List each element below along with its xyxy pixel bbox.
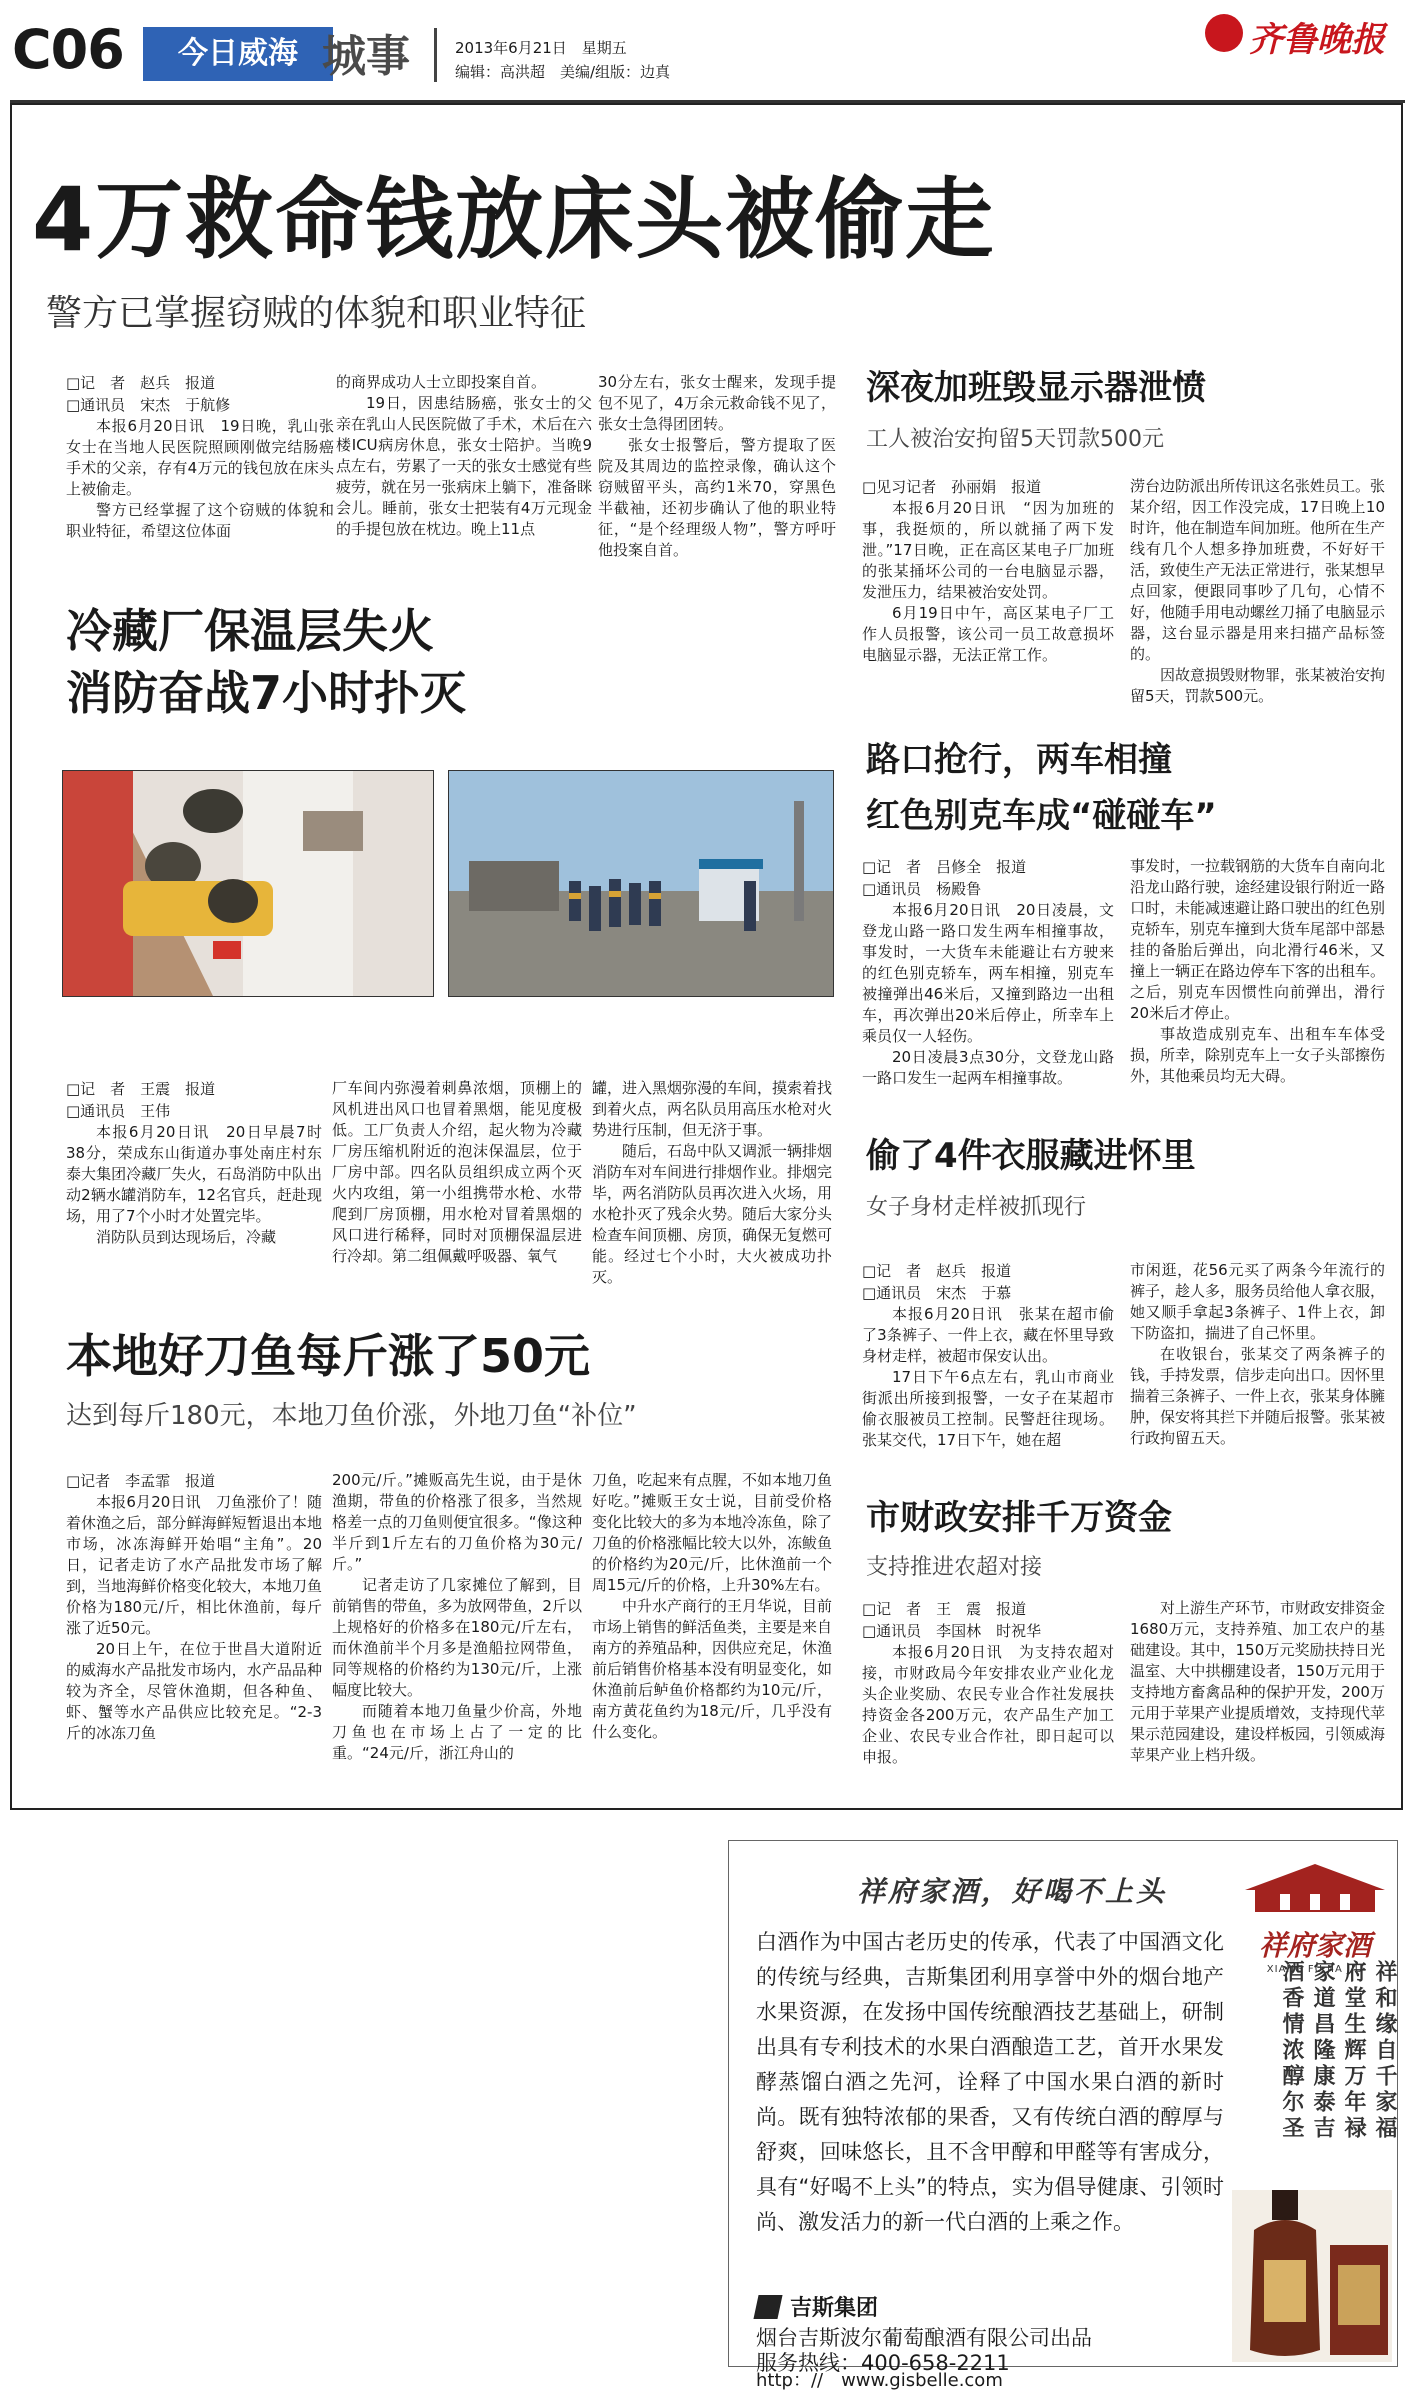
editor-credits: 编辑：高洪超 美编/组版：边真: [455, 63, 671, 81]
poem-column: 府堂生辉万年禄: [1341, 1960, 1367, 2142]
lead-column-3: [598, 372, 836, 561]
paragraph: 19日，因患结肠癌，张女士的父亲在乳山人民医院做了手术，术后在六楼ICU病房休息，张女士陪护。当晚9点左右，劳累了一天的张女士感觉有些疲劳，就在另一张病床上躺下，准备眯会儿。睡前，张女士把装有4万元现金的手提包放在枕边。晚上11点: [336, 394, 592, 538]
rooftop-firefighters-image: [63, 771, 433, 996]
paragraph: 本报6月20日讯 20日早晨7时38分，荣成东山街道办事处南庄村东泰大集团冷藏厂失火，石岛消防中队出动2辆水罐消防车，12名官兵，赶赴现场，用了7个小时才处置完毕。: [66, 1123, 322, 1225]
logo-mark-icon: [1205, 14, 1243, 52]
clothes-headline: 偷了4件衣服藏进怀里: [866, 1136, 1196, 1176]
paragraph: 记者走访了几家摊位了解到，目前销售的带鱼，多为放网带鱼，2斤以上规格好的价格多在180元/斤左右，而休渔前半个月多是渔船拉网带鱼，同等规格的价格约为130元/斤，上涨幅度比较大。: [332, 1576, 582, 1699]
category-label: 城事: [322, 31, 410, 82]
paragraph: 的商界成功人士立即投案自首。: [336, 373, 547, 391]
newspaper-name: 齐鲁晚报: [1249, 20, 1385, 60]
ad-body: 白酒作为中国古老历史的传承，代表了中国酒文化的传统与经典，吉斯集团利用享誉中外的烟台地产水果资源，在发扬中国传统酿酒技艺基础上，研制出具有专利技术的水果白酒酿造工艺，首开水果发酵蒸馏白酒之先河，诠释了中国水果白酒的新时尚。既有独特浓郁的果香，又有传统白酒的醇厚与舒爽，回味悠长，且不含甲醇和甲醛等有害成分，具有“好喝不上头”的特点，实为倡导健康、引领时尚、激发活力的新一代白酒的上乘之作。: [756, 1930, 1224, 2234]
daoyu-column-2: [332, 1470, 582, 1764]
fund-column-1: [862, 1598, 1114, 1768]
paragraph: 警方已经掌握了这个窃贼的体貌和职业特征，希望这位体面: [66, 501, 334, 540]
byline-correspondent: □通讯员 宋杰 于航修: [66, 396, 231, 414]
lead-column-1: [66, 372, 334, 542]
paragraph: 刀鱼，吃起来有点腥，不如本地刀鱼好吃。”摊贩王女士说，目前受价格变化比较大的多为本地冷冻鱼，除了刀鱼的价格涨幅比较大以外，冻鲅鱼的价格约为20元/斤，比休渔前一个周15元/斤的价格，上升30%左右。: [592, 1471, 833, 1594]
clothes-column-1: [862, 1260, 1114, 1451]
daoyu-headline: 本地好刀鱼每斤涨了50元: [66, 1329, 591, 1383]
byline-correspondent: □通讯员 李国林 时祝华: [862, 1622, 1042, 1640]
paragraph: 事发时，一拉载钢筋的大货车自南向北沿龙山路行驶，途经建设银行附近一路口时，未能减速避让路口驶出的红色别克轿车，别克车撞到大货车尾部中部悬挂的备胎后弹出，向北滑行46米，又撞上一辆正在路边停车下客的出租车。之后，别克车因惯性向前弹出，滑行20米后才停止。: [1130, 857, 1386, 1022]
paragraph: 30分左右，张女士醒来，发现手提包不见了，4万余元救命钱不见了，张女士急得团团转。: [598, 373, 836, 433]
paragraph: 对上游生产环节，市财政安排资金1680万元，支持养殖、加工农户的基础建设。其中，150万元奖励扶持日光温室、大中拱棚建设者，150万元用于支持地方畜禽品种的保护开发，200万元用于苹果产业提质增效，支持现代苹果示范园建设，建设样板园，引领威海苹果产业上档升级。: [1130, 1599, 1386, 1764]
paragraph: 张女士报警后，警方提取了医院及其周边的监控录像，确认这个窃贼留平头，高约1米70，穿黑色半截袖，还初步确认了他的职业特征，“是个经理级人物”，警方呼吁他投案自首。: [598, 436, 836, 559]
paragraph: 随后，石岛中队又调派一辆排烟消防车对车间进行排烟作业。排烟完毕，两名消防队员再次进入火场，用水枪扑灭了残余火势。随后大家分头检查车间顶棚、房顶，确保无复燃可能。经过七个小时，大火被成功扑灭。: [592, 1142, 833, 1286]
crash-headline-line2: 红色别克车成“碰碰车”: [866, 796, 1217, 836]
fund-subheadline: 支持推进农超对接: [866, 1555, 1043, 1580]
brand-emblem-icon: [1240, 1860, 1390, 1920]
poem-column: 酒香情浓醇尔圣: [1279, 1960, 1305, 2142]
paragraph: 罐，进入黑烟弥漫的车间，摸索着找到着火点，两名队员用高压水枪对火势进行压制，但无济于事。: [592, 1079, 833, 1139]
fire-column-1: [66, 1078, 322, 1248]
daoyu-subheadline: 达到每斤180元，本地刀鱼价涨，外地刀鱼“补位”: [66, 1401, 637, 1431]
header-meta: [455, 36, 670, 84]
ad-brand-block: [1240, 1860, 1390, 1975]
paragraph: 涝台边防派出所传讯这名张姓员工。张某介绍，因工作没完成，17日晚上10时许，他在制造车间加班。他所在生产线有几个人想多挣加班费，不好好干活，致使生产无法正常进行，张某想早点回家，便跟同事吵了几句，心情不好，他随手用电动螺丝刀捅了电脑显示器，这台显示器是用来扫描产品标签的。: [1130, 477, 1386, 663]
paragraph: 200元/斤。”摊贩高先生说，由于是休渔期，带鱼的价格涨了很多，当然规格差一点的刀鱼则便宜很多。“像这种半斤到1斤左右的刀鱼价格为30元/斤。”: [332, 1471, 582, 1573]
issue-date: 2013年6月21日 星期五: [455, 39, 627, 57]
fund-column-2: [1130, 1598, 1385, 1766]
paragraph: 本报6月20日讯 19日晚，乳山张女士在当地人民医院照顾刚做完结肠癌手术的父亲，存有4万元的钱包放在床头上被偷走。: [66, 417, 334, 498]
header-divider: [434, 28, 437, 82]
byline-reporter: □记者 李孟霏 报道: [66, 1472, 216, 1490]
monitor-column-2: [1130, 476, 1385, 707]
daoyu-column-3: [592, 1470, 832, 1743]
newspaper-logo: [1205, 8, 1405, 58]
paragraph: 本报6月20日讯 张某在超市偷了3条裤子、一件上衣，藏在怀里导致身材走样，被超市保安认出。: [862, 1305, 1114, 1365]
byline-correspondent: □通讯员 宋杰 于慕: [862, 1284, 1012, 1302]
paragraph: 因故意损毁财物罪，张某被治安拘留5天，罚款500元。: [1130, 666, 1386, 705]
crash-headline-line1: 路口抢行，两车相撞: [866, 740, 1172, 780]
byline-reporter: □记 者 赵兵 报道: [862, 1262, 1012, 1280]
crash-column-1: [862, 856, 1114, 1089]
poem-column: 祥和缘自千家福: [1372, 1960, 1398, 2142]
jisi-logo-icon: [753, 2295, 782, 2319]
paragraph: 20日凌晨3点30分，文登龙山路一路口发生一起两车相撞事故。: [862, 1048, 1114, 1087]
paragraph: 6月19日中午，高区某电子厂工作人员报警，该公司一员工故意损坏电脑显示器，无法正常工作。: [862, 604, 1114, 664]
byline-reporter: □见习记者 孙丽娟 报道: [862, 478, 1042, 496]
byline-reporter: □记 者 吕修全 报道: [862, 858, 1027, 876]
lead-column-2: [336, 372, 592, 540]
clothes-column-2: [1130, 1260, 1385, 1449]
byline-reporter: □记 者 王 震 报道: [862, 1600, 1027, 1618]
paragraph: 消防队员到达现场后，冷藏: [96, 1228, 277, 1246]
ad-brand-name: 祥府家酒: [1258, 1929, 1371, 1962]
section-badge: 今日威海: [143, 27, 333, 81]
paragraph: 中升水产商行的王月华说，目前市场上销售的鲜活鱼类，主要是来自南方的养殖品种，因供应充足，休渔前后销售价格基本没有明显变化，如休渔前后鲈鱼价格都约为10元/斤，南方黄花鱼约为18元/斤，几乎没有什么变化。: [592, 1597, 833, 1741]
paragraph: 本报6月20日讯 20日凌晨，文登龙山路一路口发生两车相撞事故，事发时，一大货车未能避让右方驶来的红色别克轿车，两车相撞，别克车被撞弹出46米后，又撞到路边一出租车，再次弹出20米后停止，所幸车上乘员仅一人轻伤。: [862, 901, 1114, 1045]
ad-website[interactable]: http：// www.gisbelle.com: [756, 2370, 1003, 2391]
page-code: C06: [12, 18, 124, 81]
ad-brand-pinyin: XIANG FU JIA JIU: [1266, 1964, 1364, 1975]
paragraph: 20日上午，在位于世昌大道附近的威海水产品批发市场内，水产品品种较为齐全，尽管休渔期，但各种鱼、虾、蟹等水产品供应比较充足。“2-3斤的冰冻刀鱼: [66, 1640, 322, 1742]
paragraph: 厂车间内弥漫着刺鼻浓烟，顶棚上的风机进出风口也冒着黑烟，能见度极低。工厂负责人介绍，起火物为冷藏厂房压缩机附近的泡沫保温层，位于厂房中部。四名队员组织成立两个灭火内攻组，第一小组携带水枪、水带爬到厂房顶棚，用水枪对冒着黑烟的风口进行稀释，同时对顶棚保温层进行冷却。第二组佩戴呼吸器、氧气: [332, 1079, 582, 1265]
ad-hotline: 服务热线：400-658-2211: [756, 2351, 1010, 2375]
ad-group-name: 吉斯集团: [790, 2296, 879, 2321]
fire-photo-left: [62, 770, 434, 997]
bottle-icon: [1232, 2190, 1392, 2362]
monitor-subheadline: 工人被治安拘留5天罚款500元: [866, 427, 1164, 452]
poem-column: 家道昌隆康泰吉: [1310, 1960, 1336, 2142]
paragraph: 本报6月20日讯 “因为加班的事，我挺烦的，所以就捅了两下发泄。”17日晚，正在高区某电子厂加班的张某捅坏公司的一台电脑显示器，发泄压力，结果被治安处罚。: [862, 499, 1114, 601]
crash-column-2: [1130, 856, 1385, 1087]
daoyu-column-1: [66, 1470, 322, 1744]
monitor-column-1: [862, 476, 1114, 666]
monitor-headline: 深夜加班毁显示器泄愤: [866, 368, 1206, 408]
fire-photo-right: [448, 770, 834, 997]
factory-roof-scene-image: [449, 771, 833, 996]
fire-headline-line2: 消防奋战7小时扑灭: [66, 666, 467, 720]
paragraph: 事故造成别克车、出租车车体受损，所幸，除别克车上一女子头部擦伤外，其他乘员均无大碍。: [1130, 1025, 1386, 1085]
byline-correspondent: □通讯员 杨殿鲁: [862, 880, 982, 898]
lead-subheadline: 警方已掌握窃贼的体貌和职业特征: [46, 293, 587, 334]
wine-bottle-image: [1232, 2190, 1392, 2362]
clothes-subheadline: 女子身材走样被抓现行: [866, 1195, 1087, 1220]
lead-headline: 4万救命钱放床头被偷走: [32, 168, 996, 271]
ad-poem: [1238, 1960, 1398, 2180]
fire-headline: [66, 600, 466, 724]
fire-headline-line1: 冷藏厂保温层失火: [66, 604, 434, 658]
byline-reporter: □记 者 王震 报道: [66, 1080, 216, 1098]
ad-company: 烟台吉斯波尔葡萄酿酒有限公司出品: [756, 2326, 1092, 2350]
fire-column-3: [592, 1078, 832, 1288]
ad-slogan: 祥府家酒，好喝不上头: [856, 1875, 1167, 1908]
paragraph: 市闲逛，花56元买了两条今年流行的裤子，趁人多，服务员给他人拿衣服，她又顺手拿起3条裤子、1件上衣，卸下防盗扣，揣进了自己怀里。: [1130, 1261, 1386, 1342]
byline-reporter: □记 者 赵兵 报道: [66, 374, 216, 392]
fund-headline: 市财政安排千万资金: [866, 1498, 1172, 1538]
byline-correspondent: □通讯员 王伟: [66, 1102, 171, 1120]
paragraph: 本报6月20日讯 刀鱼涨价了！随着休渔之后，部分鲜海鲜短暂退出本地市场，冰冻海鲜开始唱“主角”。20日，记者走访了水产品批发市场了解到，当地海鲜价格变化较大，本地刀鱼价格为180元/斤，相比休渔前，每斤涨了近50元。: [66, 1493, 322, 1637]
paragraph: 本报6月20日讯 为支持农超对接，市财政局今年安排农业产业化龙头企业奖励、农民专业合作社发展扶持资金各200万元，农产品生产加工企业、农民专业合作社，即日起可以申报。: [862, 1643, 1114, 1766]
paragraph: 在收银台，张某交了两条裤子的钱，手持发票，信步走向出口。因怀里揣着三条裤子、一件上衣，张某身体臃肿，保安将其拦下并随后报警。张某被行政拘留五天。: [1130, 1345, 1386, 1447]
paragraph: 17日下午6点左右，乳山市商业街派出所接到报警，一女子在某超市偷衣服被员工控制。民警赶往现场。张某交代，17日下午，她在超: [862, 1368, 1114, 1449]
paragraph: 而随着本地刀鱼量少价高，外地刀鱼也在市场上占了一定的比重。“24元/斤，浙江舟山的: [332, 1702, 582, 1762]
crash-headline: [866, 732, 1217, 844]
fire-column-2: [332, 1078, 582, 1267]
